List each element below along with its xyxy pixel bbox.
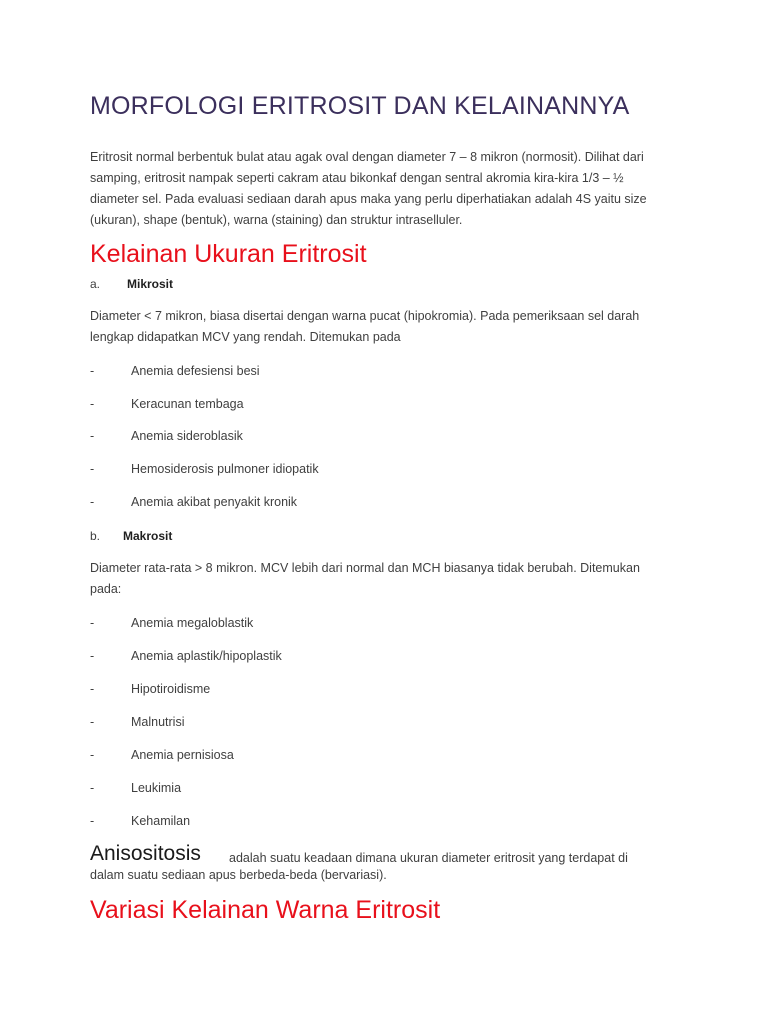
list-item: Anemia pernisiosa [131,748,234,762]
description-line: lengkap didapatkan MCV yang rendah. Ditemukan pada [90,330,401,344]
list-item: Kehamilan [131,814,191,828]
bullet-dash: - [90,616,95,630]
anisositosis-definition-line2: dalam suatu sediaan apus berbeda-beda (bervariasi). [90,868,387,882]
list-item: Hipotiroidisme [131,682,211,696]
bullet-dash: - [90,397,95,411]
list-item: Anemia sideroblasik [131,429,243,443]
bullet-dash: - [90,715,95,729]
intro-line: (ukuran), shape (bentuk), warna (staining) dan struktur intraselluler. [90,213,463,227]
intro-line: diameter sel. Pada evaluasi sediaan darah apus maka yang perlu diperhatiakan adalah 4S yaitu size [90,192,647,206]
anisositosis-term: Anisositosis [90,842,201,865]
section-heading-ukuran: Kelainan Ukuran Eritrosit [90,240,367,268]
list-item: Keracunan tembaga [131,397,244,411]
bullet-dash: - [90,649,95,663]
intro-paragraph [90,147,647,231]
description-line: pada: [90,582,122,596]
page-title: MORFOLOGI ERITROSIT DAN KELAINANNYA [90,92,630,120]
anisositosis-definition-line1: adalah suatu keadaan dimana ukuran diameter eritrosit yang terdapat di [229,851,628,865]
list-letter-a: a. [90,277,101,291]
section-heading-warna: Variasi Kelainan Warna Eritrosit [90,896,441,924]
list-item: Malnutrisi [131,715,185,729]
mikrosit-description [90,306,639,348]
list-item: Anemia defesiensi besi [131,364,260,378]
bullet-dash: - [90,364,95,378]
makrosit-description [90,558,640,600]
subheading-makrosit: Makrosit [123,529,173,543]
bullet-dash: - [90,781,95,795]
list-item: Anemia akibat penyakit kronik [131,495,298,509]
list-item: Hemosiderosis pulmoner idiopatik [131,462,319,476]
intro-line: Eritrosit normal berbentuk bulat atau agak oval dengan diameter 7 – 8 mikron (normosit). Dilihat dari [90,150,644,164]
bullet-dash: - [90,814,95,828]
description-line: Diameter rata-rata > 8 mikron. MCV lebih dari normal dan MCH biasanya tidak berubah. Ditemukan [90,561,640,575]
subheading-mikrosit: Mikrosit [127,277,174,291]
bullet-dash: - [90,462,95,476]
list-item: Anemia megaloblastik [131,616,254,630]
bullet-dash: - [90,495,95,509]
list-item: Anemia aplastik/hipoplastik [131,649,282,663]
list-item: Leukimia [131,781,182,795]
bullet-dash: - [90,682,95,696]
description-line: Diameter < 7 mikron, biasa disertai dengan warna pucat (hipokromia). Pada pemeriksaan sel darah [90,309,640,323]
intro-line: samping, eritrosit nampak seperti cakram atau bikonkaf dengan sentral akromia kira-kira 1/3 – ½ [90,171,624,185]
bullet-dash: - [90,429,95,443]
bullet-dash: - [90,748,95,762]
list-letter-b: b. [90,529,101,543]
